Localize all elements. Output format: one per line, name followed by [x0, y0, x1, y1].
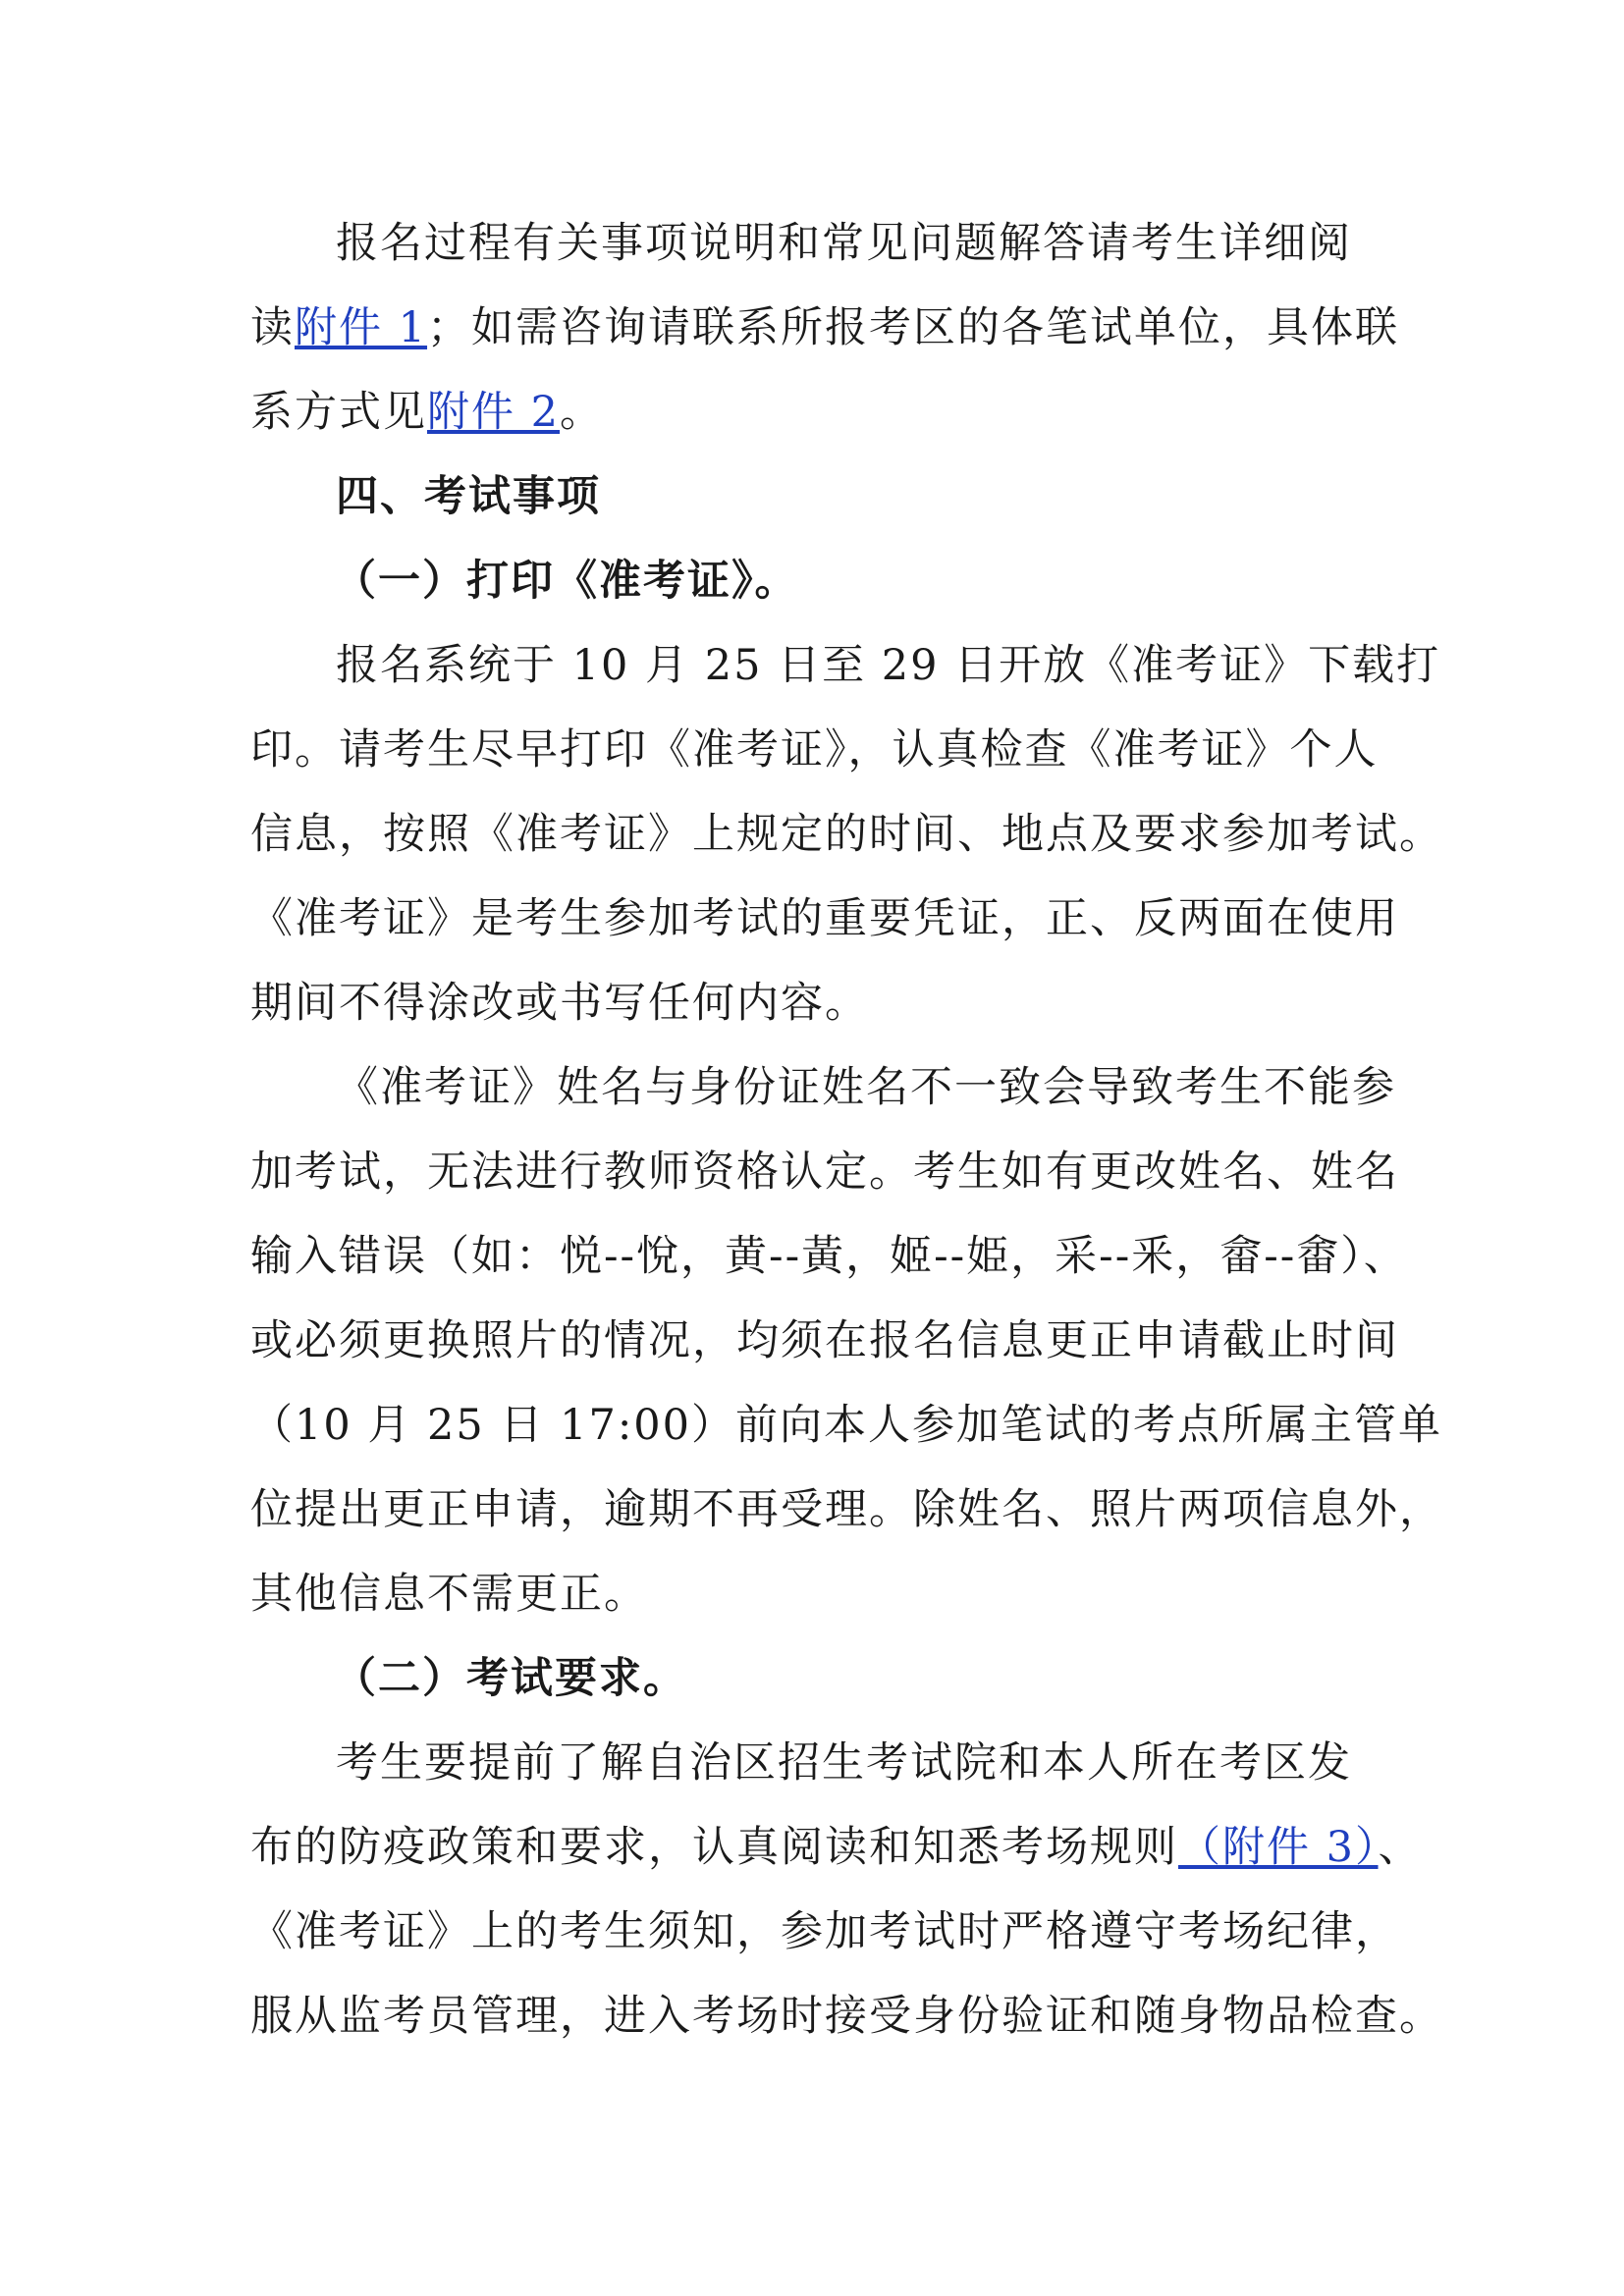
exam-requirements-line-2-post: 、 — [1378, 1823, 1423, 1872]
name-correction-para-line-3: 输入错误（如：悦--悅，黄--黃，姬--姫，采--釆，畲--畬）、 — [250, 1232, 1408, 1281]
registration-help-line-2-pre: 读 — [250, 303, 295, 352]
name-correction-para-line-6: 位提出更正申请，逾期不再受理。除姓名、照片两项信息外， — [250, 1485, 1443, 1534]
name-correction-para-line-1: 《准考证》姓名与身份证姓名不一致会导致考生不能参 — [336, 1063, 1396, 1112]
registration-help-line-2-post: ；如需咨询请联系所报考区的各笔试单位，具体联 — [427, 303, 1400, 352]
name-correction-para-line-5: （10 月 25 日 17:00）前向本人参加笔试的考点所属主管单 — [250, 1401, 1443, 1450]
registration-help-line-3 — [250, 383, 604, 442]
admission-ticket-para1-line-2: 印。请考生尽早打印《准考证》，认真检查《准考证》个人 — [250, 725, 1379, 774]
exam-requirements-line-2 — [250, 1818, 1423, 1877]
exam-requirements-line-1: 考生要提前了解自治区招生考试院和本人所在考区发 — [336, 1738, 1352, 1788]
name-correction-para-line-2: 加考试，无法进行教师资格认定。考生如有更改姓名、姓名 — [250, 1148, 1399, 1197]
registration-help-line-3-pre: 系方式见 — [250, 388, 427, 437]
admission-ticket-para1-line-4: 《准考证》是考生参加考试的重要凭证，正、反两面在使用 — [250, 894, 1399, 943]
name-correction-para-line-7: 其他信息不需更正。 — [250, 1570, 648, 1619]
exam-requirements-line-4: 服从监考员管理，进入考场时接受身份验证和随身物品检查。 — [250, 1992, 1443, 2041]
exam-requirements-line-2-pre: 布的防疫政策和要求，认真阅读和知悉考场规则 — [250, 1823, 1178, 1872]
subsection-one-heading: （一）打印《准考证》。 — [334, 557, 799, 606]
attachment-3-link[interactable]: （附件 3） — [1178, 1823, 1379, 1872]
registration-help-line-1: 报名过程有关事项说明和常见问题解答请考生详细阅 — [336, 219, 1352, 268]
attachment-2-link[interactable]: 附件 2 — [427, 388, 561, 437]
admission-ticket-para1-line-5: 期间不得涂改或书写任何内容。 — [250, 979, 869, 1028]
registration-help-line-3-post: 。 — [560, 388, 605, 437]
admission-ticket-para1-line-1: 报名系统于 10 月 25 日至 29 日开放《准考证》下载打 — [336, 641, 1441, 690]
attachment-1-link[interactable]: 附件 1 — [295, 303, 428, 352]
subsection-two-heading: （二）考试要求。 — [334, 1654, 687, 1703]
admission-ticket-para1-line-3: 信息，按照《准考证》上规定的时间、地点及要求参加考试。 — [250, 810, 1443, 859]
exam-requirements-line-3: 《准考证》上的考生须知，参加考试时严格遵守考场纪律， — [250, 1907, 1399, 1956]
section-four-heading: 四、考试事项 — [336, 472, 601, 521]
name-correction-para-line-4: 或必须更换照片的情况，均须在报名信息更正申请截止时间 — [250, 1316, 1399, 1365]
registration-help-line-2 — [250, 298, 1399, 357]
